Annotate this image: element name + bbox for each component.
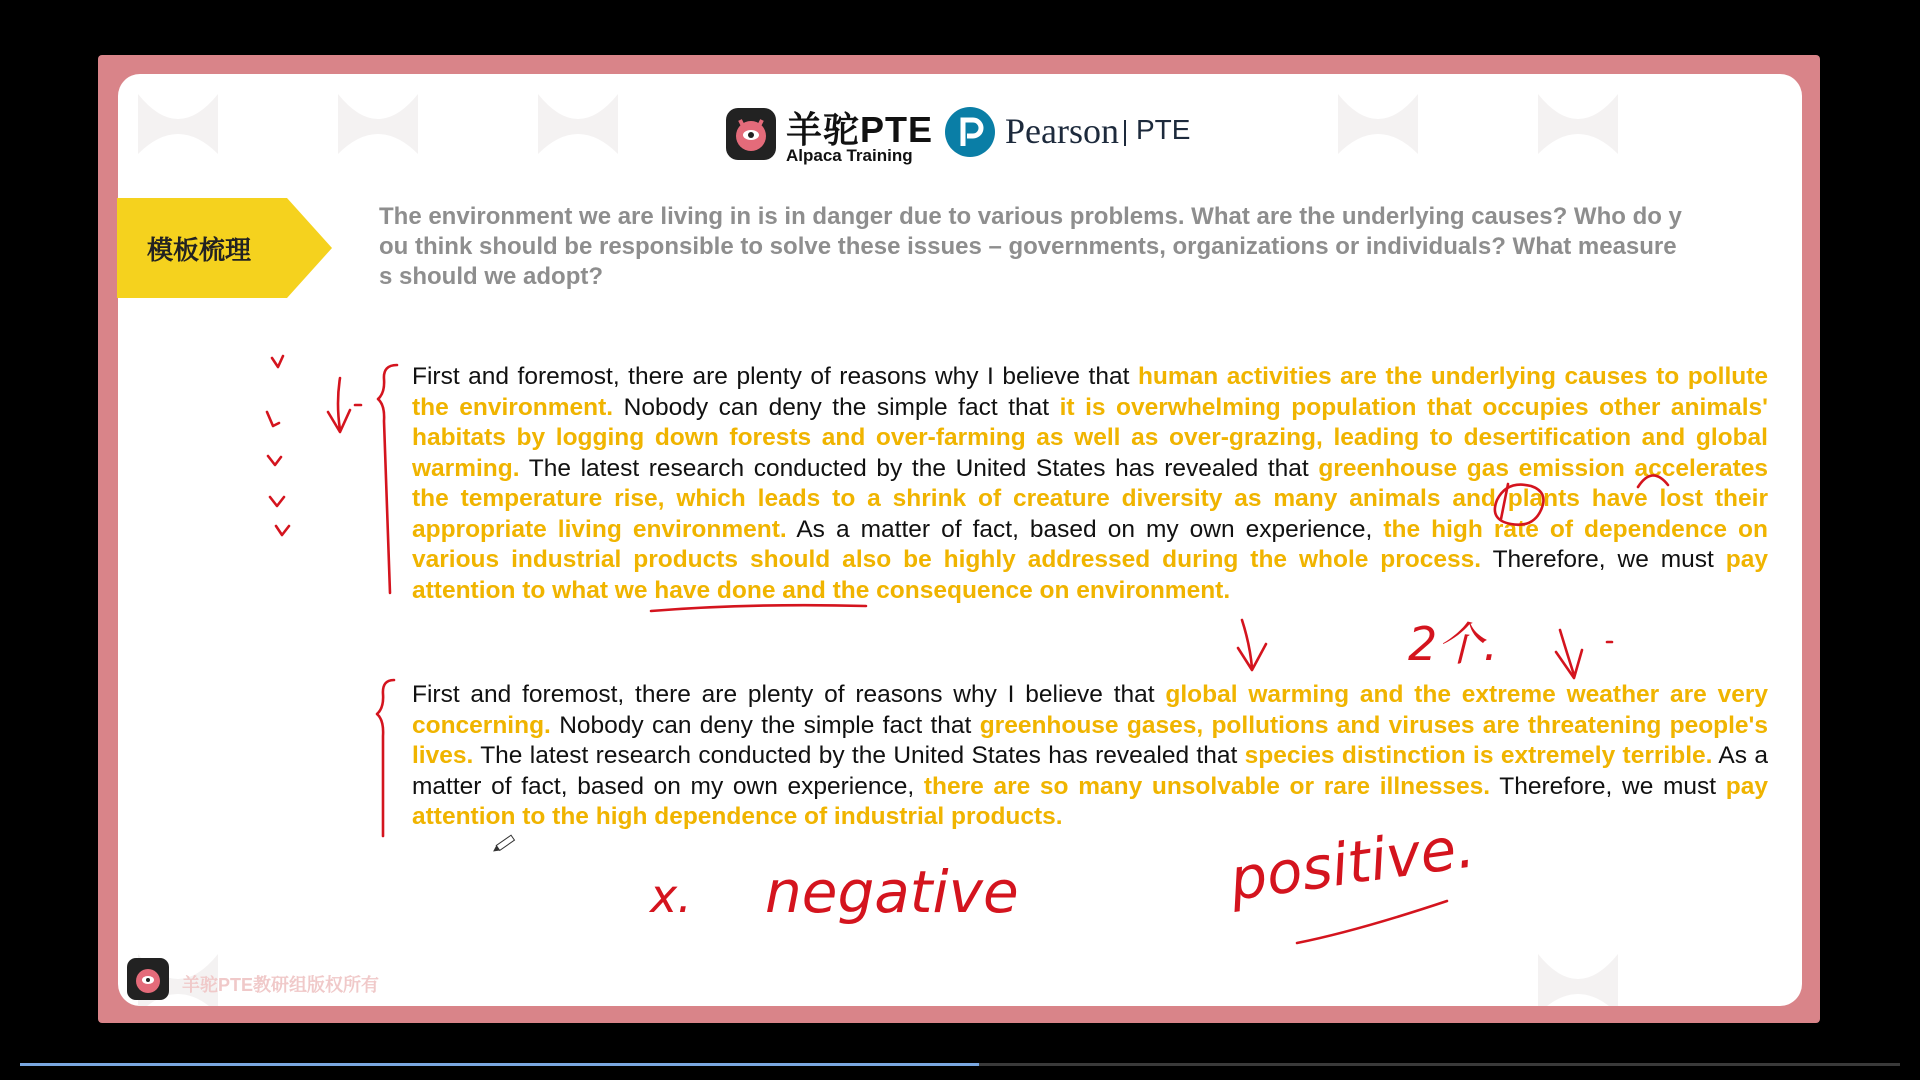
brand-en: Alpaca Training (786, 146, 913, 165)
p1-highlight-1: human activities are the underlying causes to pollute the environment. (412, 363, 1768, 421)
p2-sentence-4: As a matter of fact, based on my own experience, (412, 742, 1768, 800)
p1-highlight-5: pay attention to what we have done and the consequence on environment. (412, 546, 1768, 604)
logo-row (118, 102, 1802, 172)
p2-highlight-5: pay attention to the high dependence of industrial products. (412, 772, 1768, 830)
pte-wordmark: PTE (1136, 114, 1191, 145)
annotation-x: x. (650, 869, 692, 923)
p2-sentence-1: First and foremost, there are plenty of reasons why I believe that (412, 681, 1155, 708)
p2-highlight-2: greenhouse gases, pollutions and viruses are threatening people's lives. (412, 711, 1769, 769)
pearson-logo-icon (944, 106, 996, 158)
p2-sentence-3: The latest research conducted by the United States has revealed that (480, 742, 1238, 769)
p1-sentence-5: Therefore, we must (1492, 546, 1714, 573)
video-progress-bar[interactable] (20, 1063, 1900, 1066)
essay-prompt: The environment we are living in is in danger due to various problems. What are the underlying causes? Who do you think should be responsible to solve these issues – governments, organizations or individuals? What measures should we adopt? (379, 203, 1682, 290)
pearson-wordmark: Pearson (1005, 111, 1119, 151)
annotation-positive: positive. (1225, 812, 1479, 914)
p2-sentence-2: Nobody can deny the simple fact that (559, 711, 972, 739)
p2-sentence-5: Therefore, we must (1499, 772, 1717, 800)
annotation-negative: negative (765, 858, 1019, 926)
p1-highlight-2: it is overwhelming population that occupies other animals' habitats by logging down forests and over-farming as well as over-grazing, leading to desertification and global warming. (412, 393, 1768, 482)
brand-cn: 羊驼PTE (786, 109, 934, 150)
annotation-2: 2个. (1408, 617, 1498, 671)
p1-highlight-4: the high rate of dependence on various industrial products should also be highly addressed during the whole process. (412, 515, 1768, 573)
p1-sentence-3: The latest research conducted by the United States has revealed that (528, 454, 1309, 482)
p1-sentence-1: First and foremost, there are plenty of reasons why I believe that (412, 363, 1130, 390)
p2-highlight-1: global warming and the extreme weather are very concerning. (412, 681, 1768, 739)
video-progress-fill (20, 1063, 979, 1066)
p2-highlight-4: there are so many unsolvable or rare illnesses. (923, 772, 1491, 800)
p1-highlight-3: greenhouse gas emission accelerates the temperature rise, which leads to a shrink of creature diversity as many animals and plants have lost their appropriate living environment. (412, 454, 1768, 543)
footer-copyright: 羊驼PTE教研组版权所有 (182, 975, 380, 995)
p2-highlight-3: species distinction is extremely terrible. (1244, 742, 1713, 769)
template-paragraph-1 (412, 362, 1768, 606)
section-tag-label: 模板梳理 (147, 235, 252, 265)
p1-sentence-2: Nobody can deny the simple fact that (623, 393, 1050, 421)
alpaca-logo-icon (726, 108, 776, 160)
logo-divider (1124, 120, 1126, 146)
footer-alpaca-icon (127, 958, 169, 1000)
template-paragraph-2 (412, 680, 1768, 833)
p1-sentence-4: As a matter of fact, based on my own experience, (796, 515, 1373, 543)
